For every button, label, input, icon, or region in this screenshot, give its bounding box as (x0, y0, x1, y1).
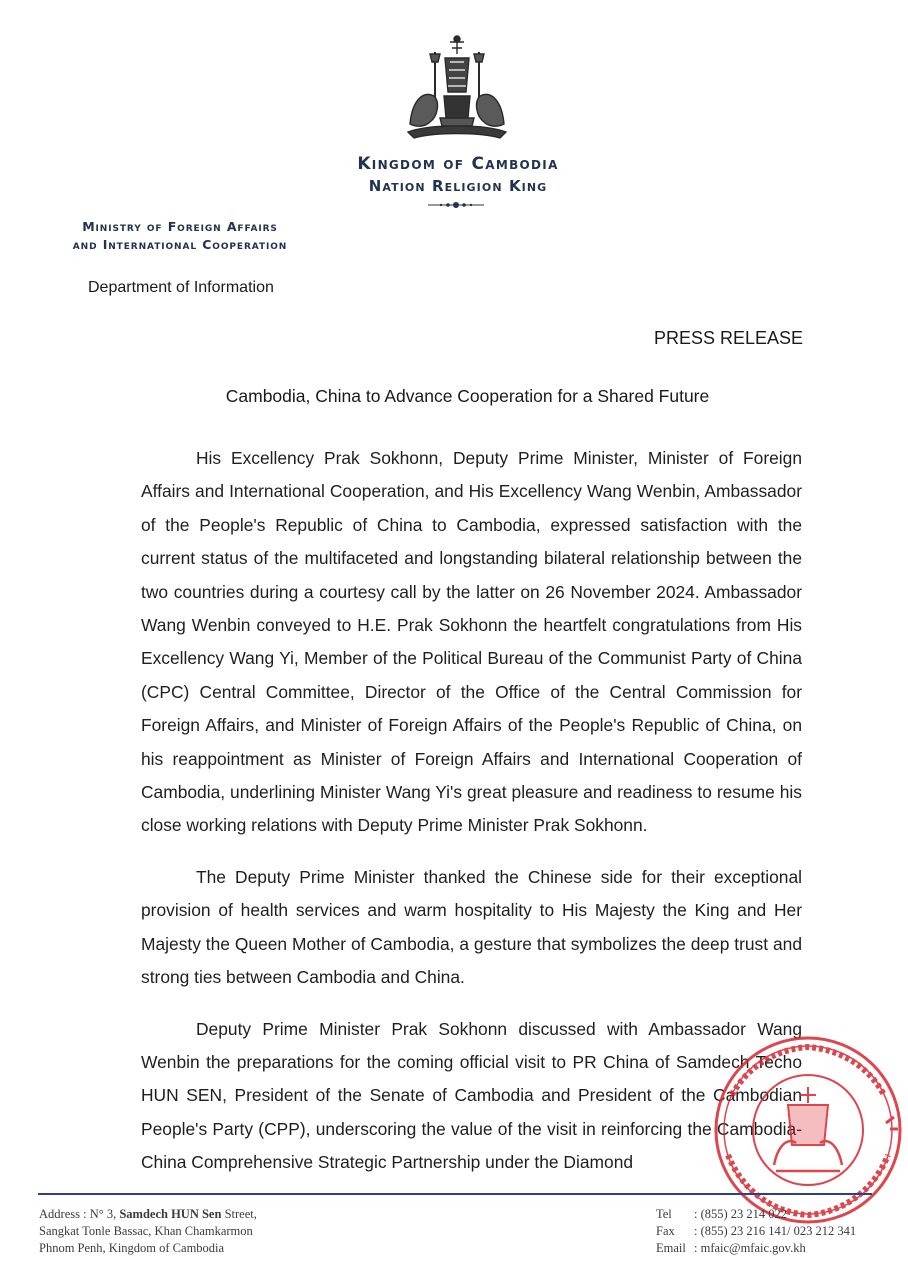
department-name: Department of Information (88, 279, 274, 296)
address-suffix: Street, (221, 1207, 257, 1221)
footer-contacts (656, 1206, 856, 1257)
body-paragraph: The Deputy Prime Minister thanked the Chinese side for their exceptional provision of health services and warm hospitality to His Majesty the King and Her Majesty the Queen Mother of Cambodia, a gesture that symbolizes the deep trust and strong ties between Cambodia and China. (141, 866, 802, 988)
fax-value: : (855) 23 216 141/ 023 212 341 (694, 1224, 857, 1238)
address-line1 (39, 1206, 257, 1223)
tel-value: : (855) 23 214 022 (694, 1207, 788, 1221)
kingdom-heading: Kingdom of Cambodia (357, 154, 559, 174)
email-label: Email (656, 1241, 686, 1255)
contact-tel (656, 1206, 856, 1223)
document-type-label: PRESS RELEASE (653, 328, 803, 348)
press-release-title: Cambodia, China to Advance Cooperation for a Shared Future (225, 386, 710, 406)
ministry-name (40, 218, 320, 254)
address-line3: Phnom Penh, Kingdom of Cambodia (39, 1241, 225, 1255)
address-street-name: Samdech HUN Sen (119, 1207, 222, 1221)
divider-ornament-icon (426, 199, 486, 211)
email-value: : mfaic@mfaic.gov.kh (694, 1241, 806, 1255)
body-paragraph: His Excellency Prak Sokhonn, Deputy Prime Minister, Minister of Foreign Affairs and International Cooperation, and His Excellency Wang Wenbin, Ambassador of the People's Republic of China to Cambodia, expressed satisfaction with the current status of the multifaceted and longstanding bilateral relationship between the two countries during a courtesy call by the latter on 26 November 2024. Ambassador Wang Wenbin conveyed to H.E. Prak Sokhonn the heartfelt congratulations from His Excellency Wang Yi, Member of the Political Bureau of the Communist Party of China (CPC) Central Committee, Director of the Office of the Central Commission for Foreign Affairs, and Minister of Foreign Affairs of the People's Republic of China, on his reappointment as Minister of Foreign Affairs and International Cooperation of Cambodia, underlining Minister Wang Yi's great pleasure and readiness to resume his close working relations with Deputy Prime Minister Prak Sokhonn. (141, 448, 802, 836)
press-release-body (141, 442, 802, 1198)
ministry-name-line2: and International Cooperation (72, 237, 288, 252)
royal-emblem-icon (400, 32, 514, 144)
footer-address (39, 1206, 257, 1257)
tel-label: Tel (656, 1207, 672, 1221)
ministry-name-line1: Ministry of Foreign Affairs (82, 219, 278, 234)
contact-fax (656, 1223, 856, 1240)
official-seal-icon (708, 1025, 908, 1235)
contact-email (656, 1240, 856, 1257)
address-prefix: Address : N° 3, (39, 1207, 120, 1221)
body-paragraph: Deputy Prime Minister Prak Sokhonn discussed with Ambassador Wang Wenbin the preparations for the coming official visit to PR China of Samdech Techo HUN SEN, President of the Senate of Cambodia and President of the Cambodian People's Party (CPP), underscoring the value of the visit in reinforcing the Cambodia-China Comprehensive Strategic Partnership under the Diamond (141, 1018, 802, 1173)
footer-divider (38, 1193, 872, 1195)
fax-label: Fax (656, 1224, 675, 1238)
address-line2: Sangkat Tonle Bassac, Khan Chamkarmon (39, 1224, 253, 1238)
national-motto: Nation Religion King (368, 177, 548, 195)
